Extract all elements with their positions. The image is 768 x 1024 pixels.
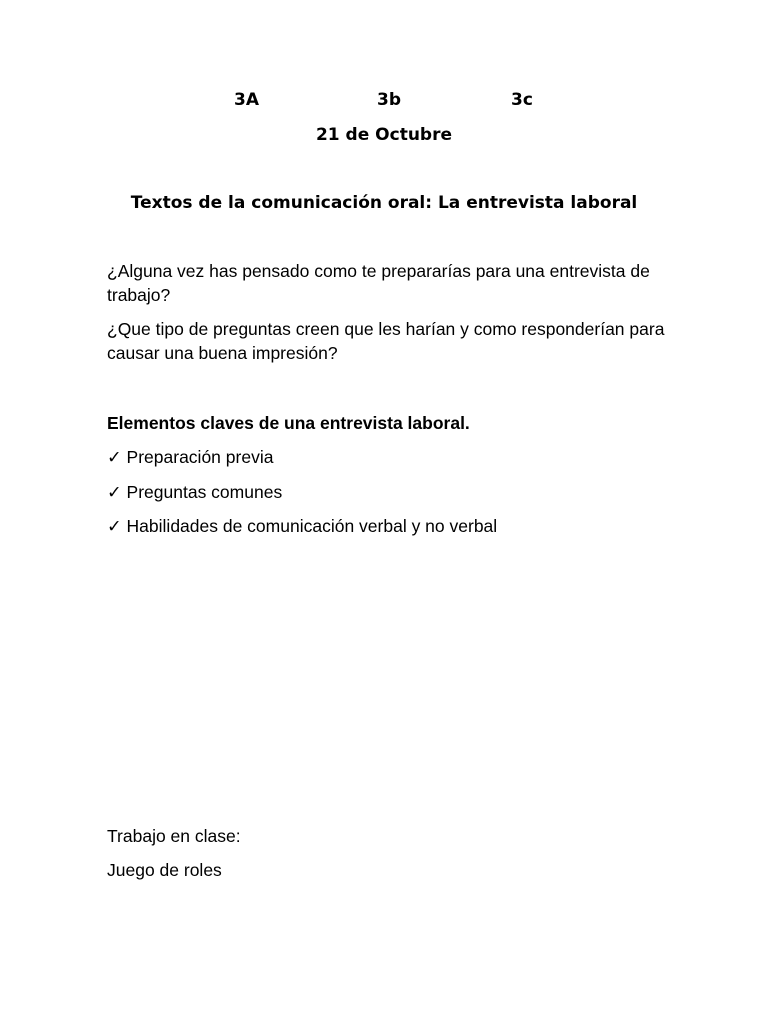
- checklist-item-label: Preparación previa: [126, 447, 274, 467]
- group-label-3c: 3c: [511, 90, 533, 110]
- checkmark-icon: ✓: [107, 447, 122, 467]
- checkmark-icon: ✓: [107, 516, 122, 536]
- checklist-item-label: Preguntas comunes: [126, 482, 283, 502]
- group-labels: [0, 90, 768, 114]
- key-elements-heading: Elementos claves de una entrevista laboral.: [107, 413, 470, 433]
- group-label-3b: 3b: [377, 90, 401, 110]
- question-paragraph-1: ¿Alguna vez has pensado como te prepararías para una entrevista de trabajo?: [107, 261, 650, 305]
- checklist-item: [107, 445, 273, 469]
- checklist-item: [107, 514, 497, 538]
- checklist-item: [107, 480, 282, 504]
- group-label-3a: 3A: [234, 90, 259, 110]
- class-work-label: Trabajo en clase:: [107, 826, 241, 846]
- document-title: Textos de la comunicación oral: La entrevista laboral: [130, 193, 638, 213]
- checkmark-icon: ✓: [107, 482, 122, 502]
- class-work-activity: Juego de roles: [107, 860, 222, 880]
- checklist-item-label: Habilidades de comunicación verbal y no verbal: [126, 516, 498, 536]
- document-date: 21 de Octubre: [315, 125, 453, 145]
- question-paragraph-2: ¿Que tipo de preguntas creen que les harían y como responderían para causar una buena impresión?: [107, 319, 665, 363]
